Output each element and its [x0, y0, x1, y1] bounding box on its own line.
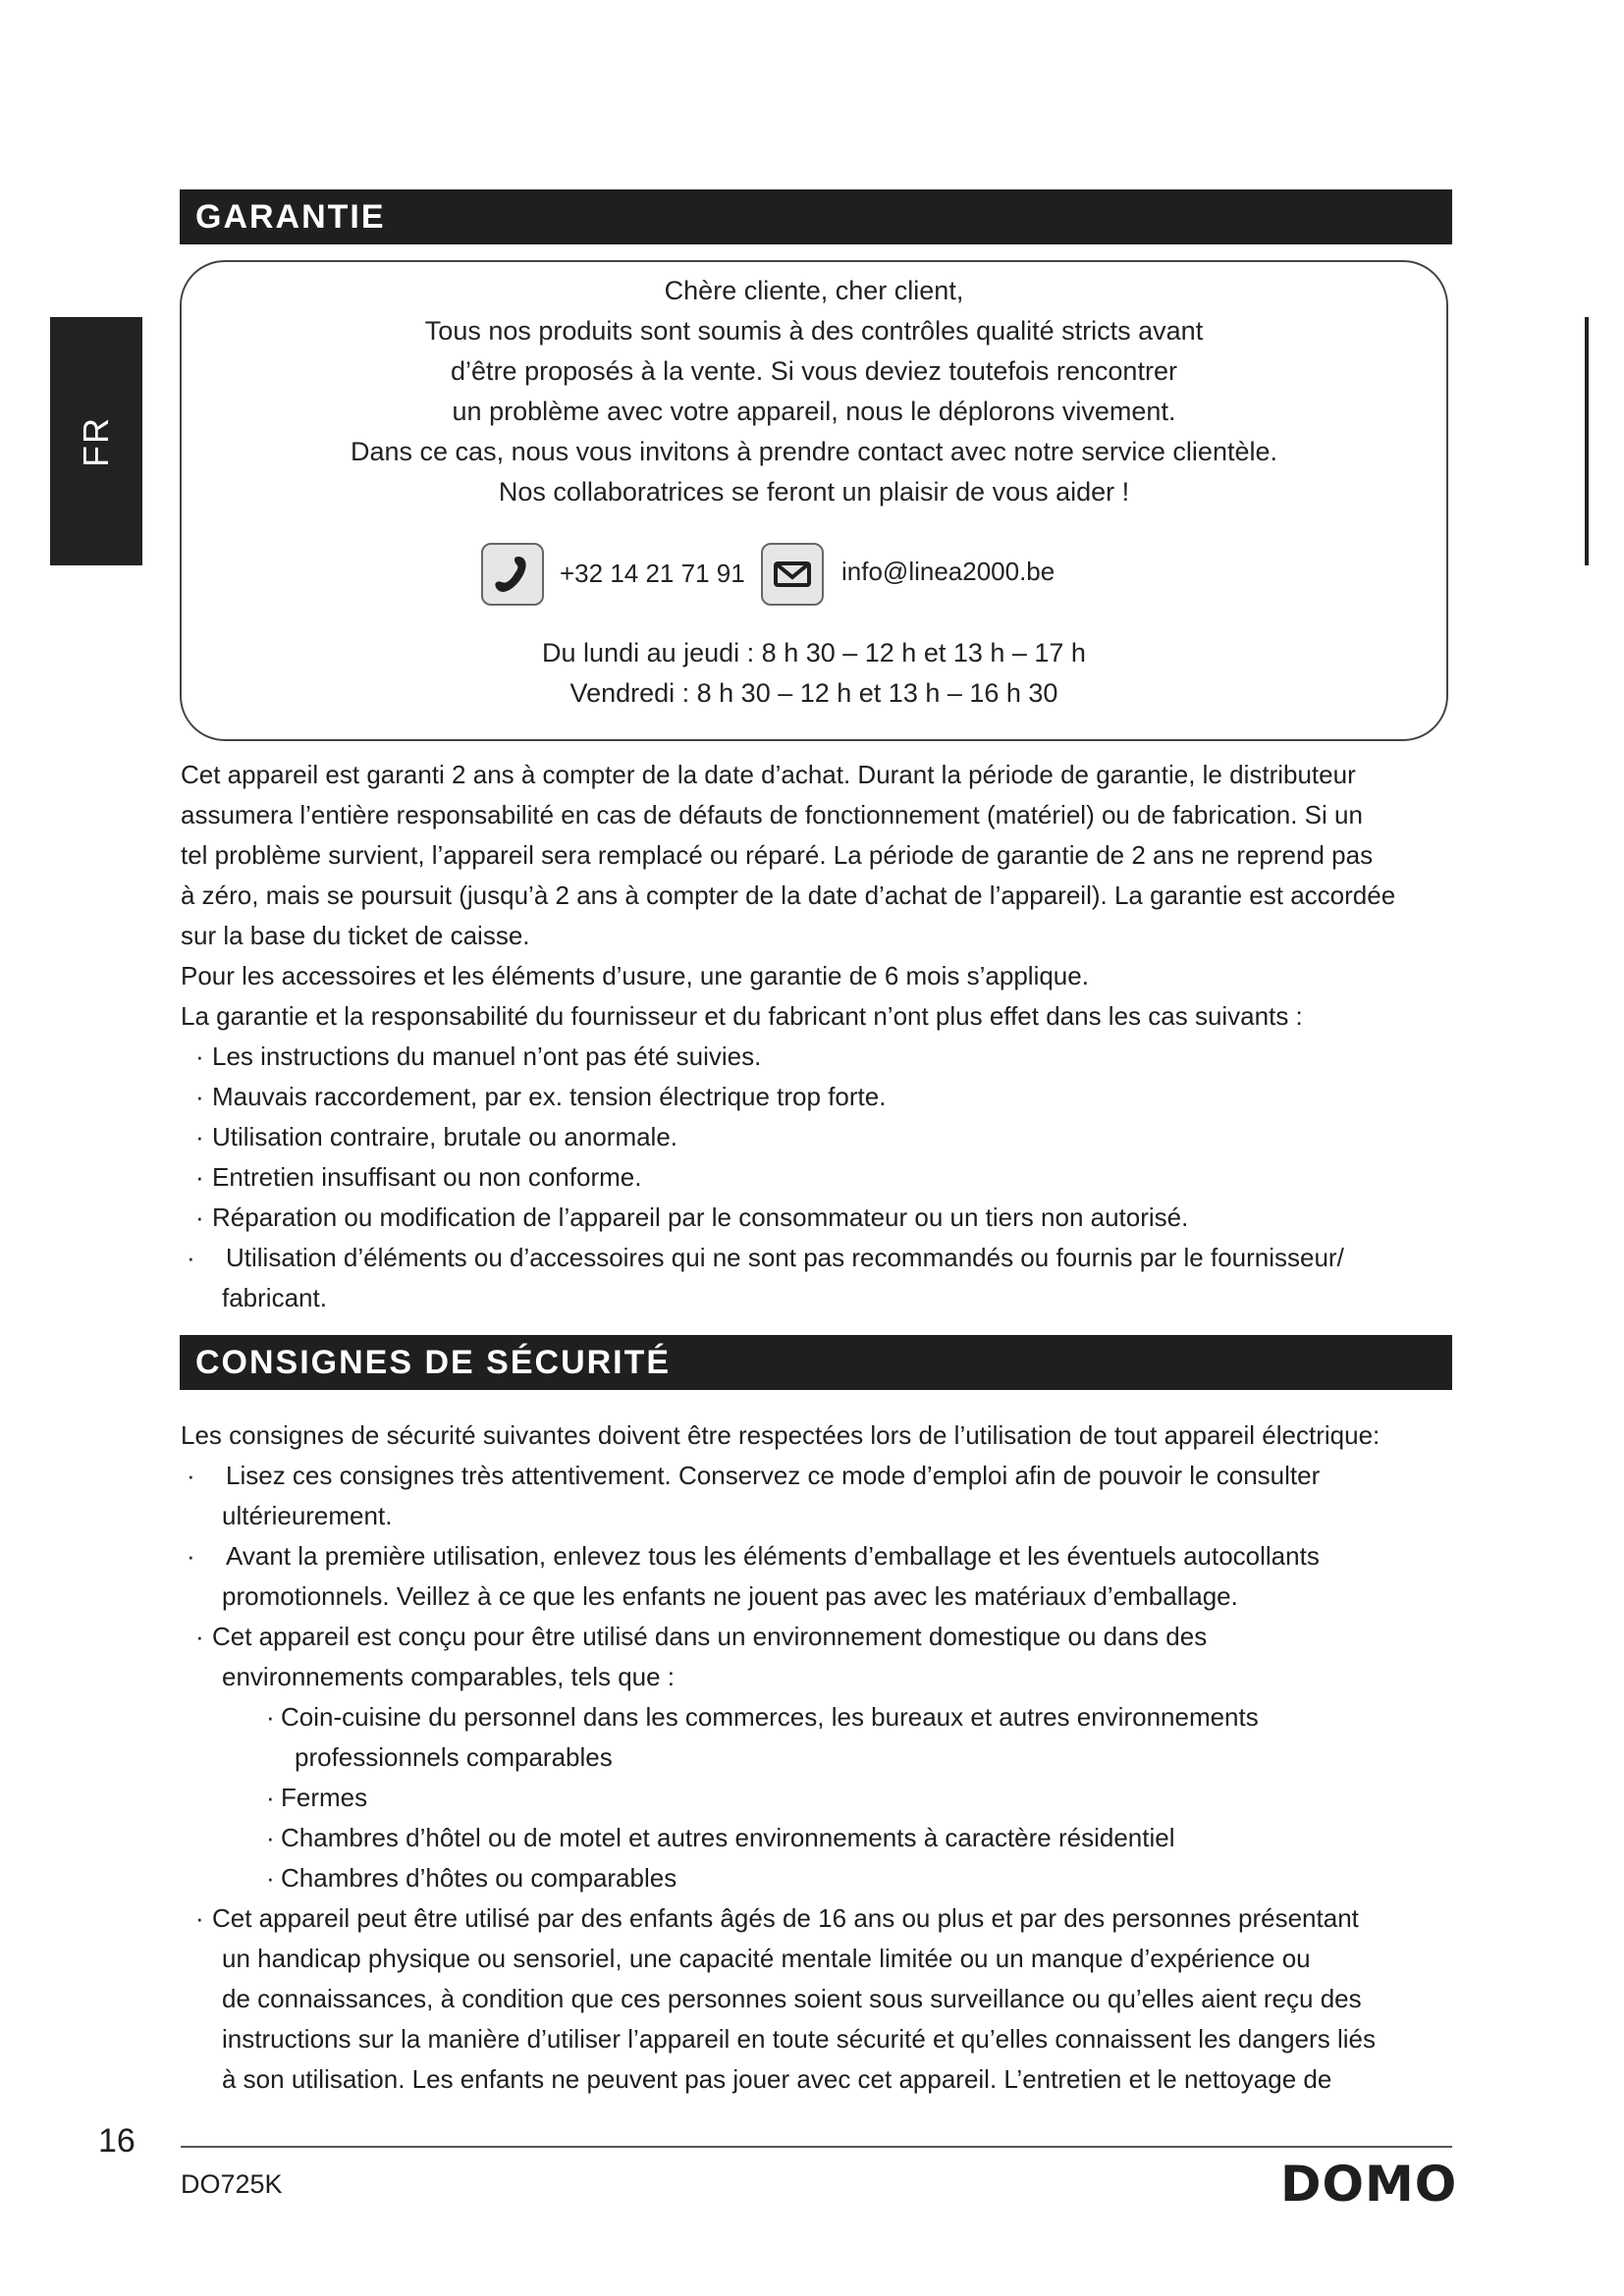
mail-icon: [761, 543, 824, 606]
safety-item-line: un handicap physique ou sensoriel, une capacité mentale limitée ou un manque d’expérience ou: [222, 1944, 1311, 1973]
safety-sub-item-line: professionnels comparables: [295, 1742, 613, 1772]
right-margin-bar: [1585, 317, 1589, 565]
safety-item-line: promotionnels. Veillez à ce que les enfants ne jouent pas avec les matériaux d’emballage.: [222, 1581, 1238, 1611]
safety-item-line: · Cet appareil est conçu pour être utilisé dans un environnement domestique ou dans des: [181, 1617, 1457, 1657]
paragraph-line: à zéro, mais se poursuit (jusqu’à 2 ans à compter de la date d’achat de l’appareil). La garantie est accordée: [181, 881, 1396, 910]
guarantee-section-header: [180, 189, 1452, 244]
page-number: 16: [98, 2122, 135, 2160]
language-tab: [50, 317, 142, 565]
accessories-note: Pour les accessoires et les éléments d’usure, une garantie de 6 mois s’applique.: [181, 961, 1089, 990]
contact-line: Dans ce cas, nous vous invitons à prendre contact avec notre service clientèle.: [351, 437, 1277, 466]
email-address: info@linea2000.be: [841, 557, 1056, 586]
safety-section-header: [180, 1335, 1452, 1390]
phone-icon: [481, 543, 544, 606]
paragraph-line: tel problème survient, l’appareil sera remplacé ou réparé. La période de garantie de 2 ans ne reprend pas: [181, 840, 1374, 870]
exclusion-item: · Utilisation contraire, brutale ou anormale.: [181, 1117, 1457, 1157]
safety-sub-item: · Chambres d’hôtel ou de motel et autres environnements à caractère résidentiel: [181, 1818, 1457, 1858]
safety-heading: CONSIGNES DE SÉCURITÉ: [195, 1344, 672, 1381]
safety-body: [181, 1415, 1457, 2100]
safety-item-line: · Avant la première utilisation, enlevez tous les éléments d’emballage et les éventuels autocollants: [181, 1536, 1457, 1576]
exclusion-item: · Réparation ou modification de l’appareil par le consommateur ou un tiers non autorisé.: [181, 1198, 1457, 1238]
language-label: FR: [76, 415, 116, 467]
exclusion-item-line: fabricant.: [222, 1283, 327, 1312]
safety-item-line: · Lisez ces consignes très attentivement. Conservez ce mode d’emploi afin de pouvoir le consulter: [181, 1456, 1457, 1496]
contact-line: d’être proposés à la vente. Si vous deviez toutefois rencontrer: [451, 356, 1177, 386]
contact-line: Tous nos produits sont soumis à des contrôles qualité stricts avant: [424, 316, 1204, 346]
paragraph-line: Cet appareil est garanti 2 ans à compter de la date d’achat. Durant la période de garantie, le distributeur: [181, 760, 1356, 789]
safety-item-line: à son utilisation. Les enfants ne peuvent pas jouer avec cet appareil. L’entretien et le nettoyage de: [222, 2064, 1332, 2094]
customer-service-box: [180, 260, 1448, 741]
exclusions-intro: La garantie et la responsabilité du fournisseur et du fabricant n’ont plus effet dans les cas suivants :: [181, 1001, 1303, 1031]
exclusion-item-line: · Utilisation d’éléments ou d’accessoires qui ne sont pas recommandés ou fournis par le fournisseur/: [181, 1238, 1457, 1278]
exclusion-item: · Mauvais raccordement, par ex. tension électrique trop forte.: [181, 1077, 1457, 1117]
safety-item-line: instructions sur la manière d’utiliser l’appareil en toute sécurité et qu’elles connaissent les dangers liés: [222, 2024, 1376, 2054]
brand-logo: DOMO: [1280, 2156, 1458, 2213]
guarantee-body: [181, 755, 1457, 1318]
contact-greeting: Chère cliente, cher client,: [664, 276, 964, 305]
exclusion-item: · Entretien insuffisant ou non conforme.: [181, 1157, 1457, 1198]
safety-item-line: ultérieurement.: [222, 1501, 393, 1530]
model-number: DO725K: [181, 2169, 283, 2199]
paragraph-line: assumera l’entière responsabilité en cas de défauts de fonctionnement (matériel) ou de fabrication. Si un: [181, 800, 1363, 829]
opening-hours-friday: Vendredi : 8 h 30 – 12 h et 13 h – 16 h 30: [569, 678, 1058, 708]
safety-sub-item-line: · Coin-cuisine du personnel dans les commerces, les bureaux et autres environnements: [181, 1697, 1457, 1737]
safety-item-line: environnements comparables, tels que :: [222, 1662, 676, 1691]
exclusion-item: · Les instructions du manuel n’ont pas été suivies.: [181, 1037, 1457, 1077]
contact-line: Nos collaboratrices se feront un plaisir de vous aider !: [498, 477, 1130, 507]
guarantee-heading: GARANTIE: [195, 198, 386, 236]
safety-item-line: · Cet appareil peut être utilisé par des enfants âgés de 16 ans ou plus et par des personnes présentant: [181, 1898, 1457, 1939]
safety-sub-item: · Chambres d’hôtes ou comparables: [181, 1858, 1457, 1898]
opening-hours-weekdays: Du lundi au jeudi : 8 h 30 – 12 h et 13 h – 17 h: [542, 638, 1086, 667]
safety-intro: Les consignes de sécurité suivantes doivent être respectées lors de l’utilisation de tout appareil électrique:: [181, 1420, 1380, 1450]
safety-item-line: de connaissances, à condition que ces personnes soient sous surveillance ou qu’elles aient reçu des: [222, 1984, 1362, 2013]
contact-line: un problème avec votre appareil, nous le déplorons vivement.: [452, 397, 1176, 426]
phone-number: +32 14 21 71 91: [560, 559, 745, 588]
paragraph-line: sur la base du ticket de caisse.: [181, 921, 530, 950]
safety-sub-item: · Fermes: [181, 1778, 1457, 1818]
footer-divider: [181, 2146, 1452, 2148]
